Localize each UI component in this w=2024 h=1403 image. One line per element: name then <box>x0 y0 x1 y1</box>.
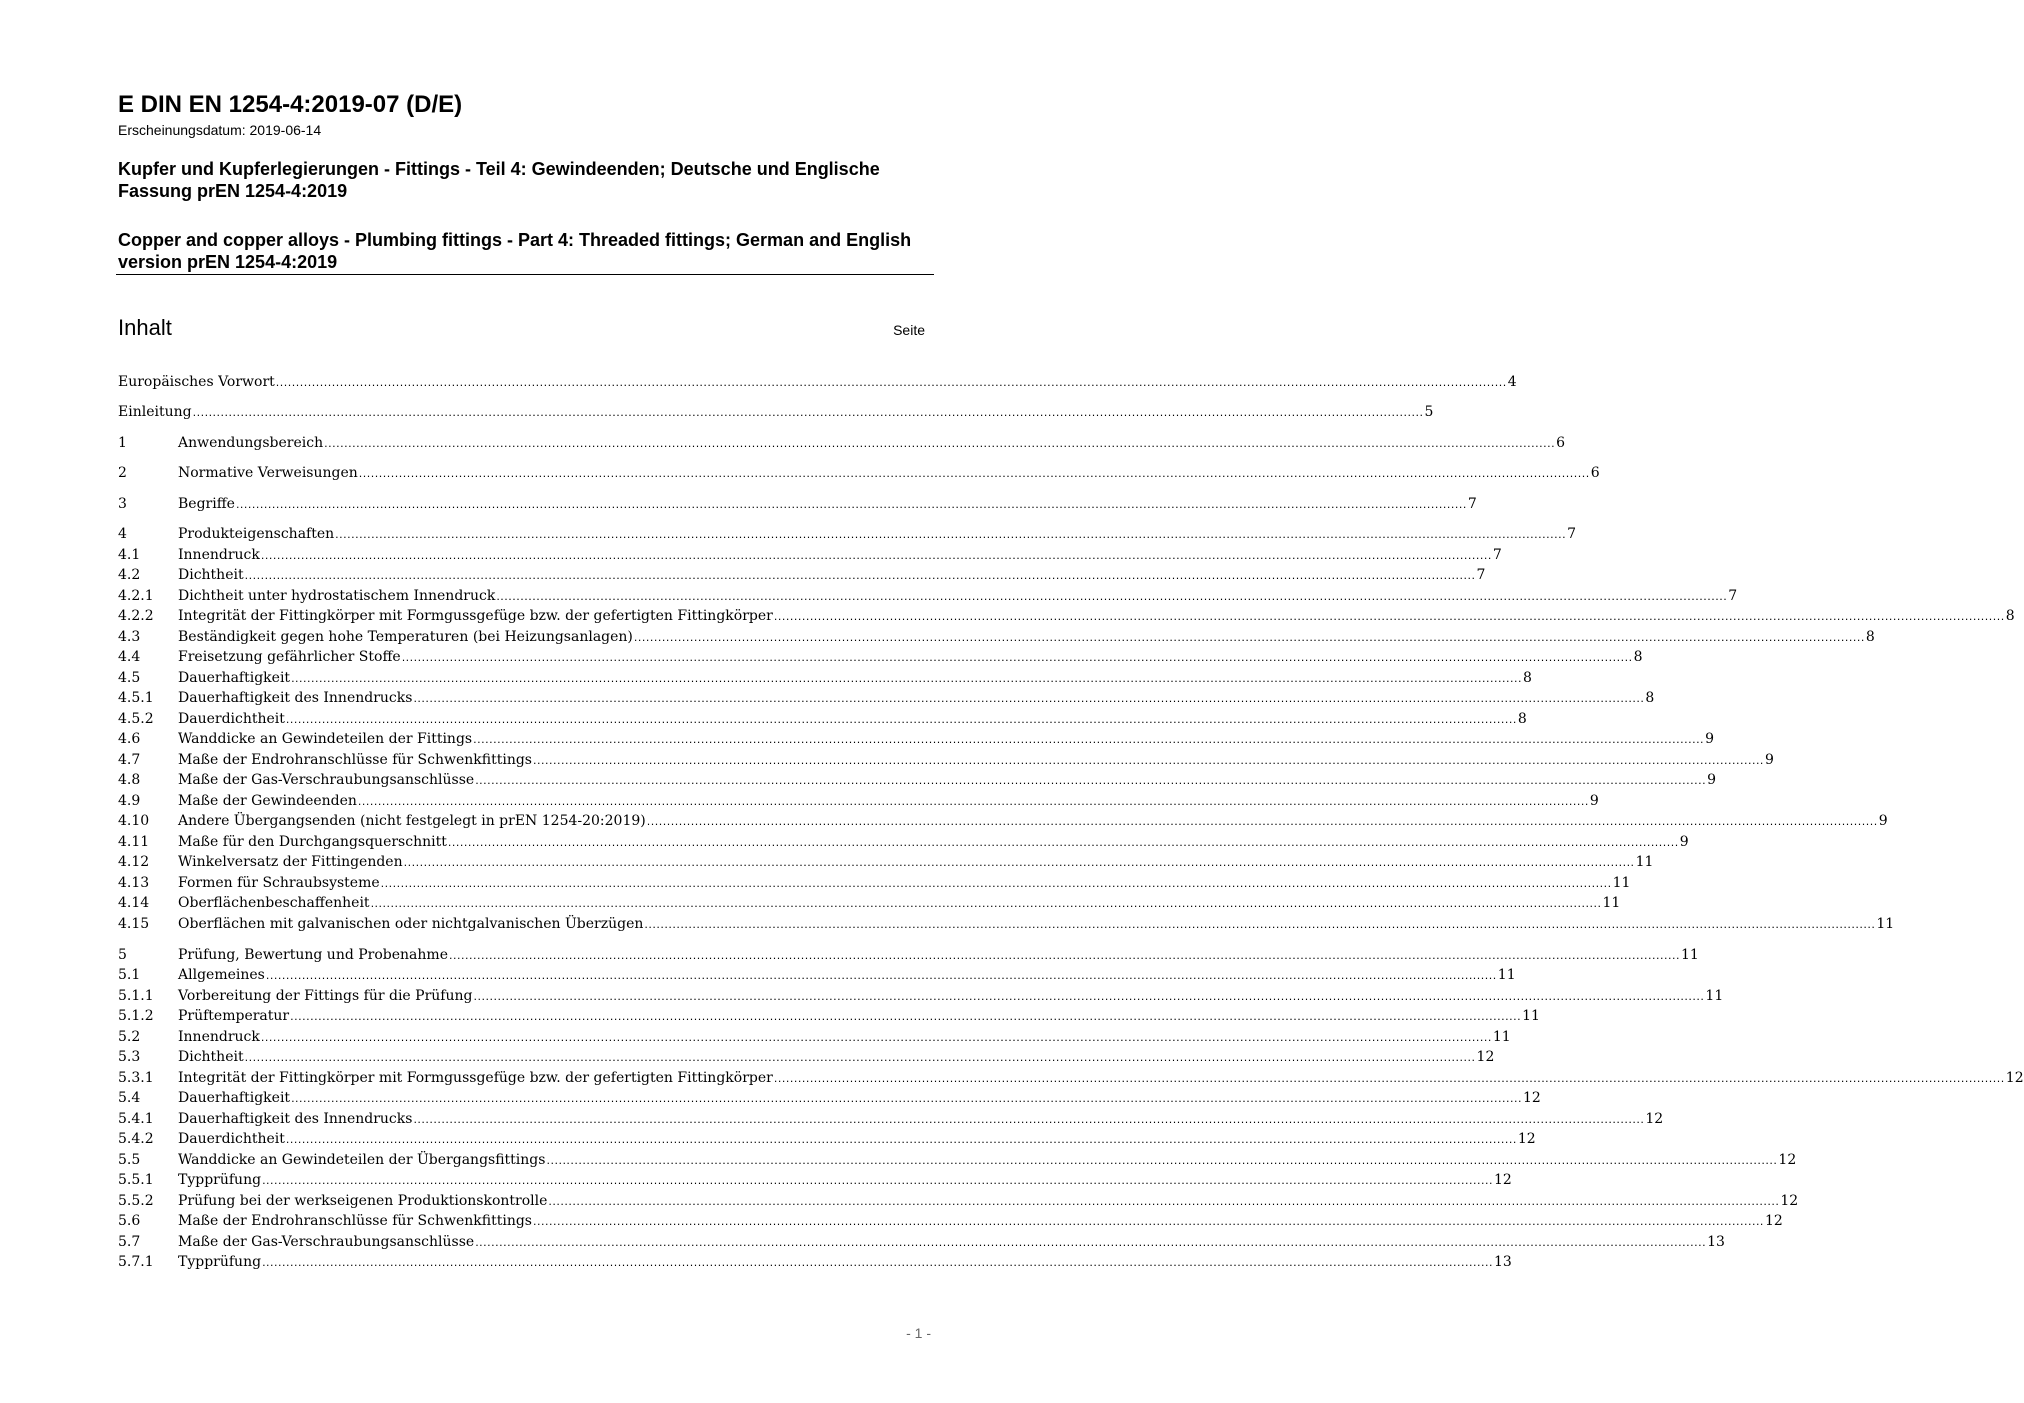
toc-dot-leader <box>533 751 1764 771</box>
toc-entry[interactable] <box>118 1068 2024 1088</box>
toc-entry-page: 7 <box>1467 496 1477 512</box>
toc-entry-number: 4.15 <box>118 916 150 932</box>
toc-entry[interactable] <box>118 524 1577 544</box>
toc-entry-number: 4.5.1 <box>118 690 154 706</box>
toc-entry-page: 8 <box>1523 670 1532 686</box>
toc-entry[interactable] <box>118 832 1689 852</box>
toc-entry-title: Dauerhaftigkeit <box>178 1090 291 1106</box>
toc-dot-leader <box>335 525 1566 545</box>
toc-entry[interactable] <box>118 1170 1512 1190</box>
toc-entry-number: 5.7 <box>118 1234 141 1250</box>
toc-entry[interactable] <box>118 606 2015 626</box>
toc-entry-page: 11 <box>1522 1008 1540 1024</box>
toc-entry-number: 5.2 <box>118 1029 141 1045</box>
toc-entry[interactable] <box>118 729 1714 749</box>
toc-entry-title: Dichtheit unter hydrostatischem Innendruck <box>178 588 496 604</box>
toc-entry-number: 4.5.2 <box>118 711 154 727</box>
toc-entry-number: 5.1 <box>118 967 141 983</box>
toc-dot-leader <box>548 1192 1779 1212</box>
toc-dot-leader <box>546 1151 1777 1171</box>
toc-entry[interactable] <box>118 1211 1783 1231</box>
toc-entry-page: 7 <box>1728 588 1738 604</box>
toc-entry-title: Integrität der Fittingkörper mit Formgussgefüge bzw. der gefertigten Fittingkörper <box>178 608 773 624</box>
toc-entry-number: 4.2.2 <box>118 608 154 624</box>
toc-entry-number: 3 <box>118 496 127 512</box>
toc-entry[interactable] <box>118 965 1516 985</box>
toc-entry[interactable] <box>118 811 1888 831</box>
toc-dot-leader <box>473 987 1704 1007</box>
toc-entry[interactable] <box>118 372 1517 392</box>
toc-entry-number: 4.9 <box>118 793 141 809</box>
toc-entry[interactable] <box>118 463 1600 483</box>
toc-entry-title: Andere Übergangsenden (nicht festgelegt in prEN 1254-20:2019) <box>178 813 646 829</box>
toc-entry-title: Dichtheit <box>178 567 244 583</box>
toc-dot-leader <box>448 833 1679 853</box>
toc-entry-number: 4.7 <box>118 752 141 768</box>
toc-dot-leader <box>371 894 1602 914</box>
toc-entry[interactable] <box>118 1129 1536 1149</box>
toc-entry-title: Maße für den Durchgangsquerschnitt <box>178 834 447 850</box>
toc-dot-leader <box>359 464 1590 484</box>
toc-entry[interactable] <box>118 1191 1799 1211</box>
toc-dot-leader <box>236 495 1467 515</box>
toc-entry-number: 5.5.2 <box>118 1193 154 1209</box>
toc-entry[interactable] <box>118 545 1502 565</box>
toc-entry-number: 5.7.1 <box>118 1254 154 1270</box>
toc-entry[interactable] <box>118 914 1895 934</box>
toc-dot-leader <box>475 771 1706 791</box>
toc-dot-leader <box>634 628 1865 648</box>
toc-dot-leader <box>533 1212 1764 1232</box>
toc-entry-title: Normative Verweisungen <box>178 465 358 481</box>
toc-entry-title: Dauerhaftigkeit des Innendrucks <box>178 1111 413 1127</box>
toc-dot-leader <box>774 1069 2005 1089</box>
toc-entry-title: Prüfung, Bewertung und Probenahme <box>178 947 448 963</box>
toc-entry-title: Europäisches Vorwort <box>118 374 275 390</box>
toc-entry[interactable] <box>118 1047 1495 1067</box>
toc-entry-title: Integrität der Fittingkörper mit Formgussgefüge bzw. der gefertigten Fittingkörper <box>178 1070 773 1086</box>
toc-entry-title: Formen für Schraubsysteme <box>178 875 380 891</box>
toc-entry[interactable] <box>118 791 1599 811</box>
toc-entry-number: 4.8 <box>118 772 141 788</box>
toc-entry-page: 13 <box>1494 1254 1512 1270</box>
toc-dot-leader <box>262 1253 1493 1273</box>
toc-entry-page: 7 <box>1567 526 1577 542</box>
toc-entry-title: Dauerdichtheit <box>178 1131 285 1147</box>
toc-entry-page: 9 <box>1589 793 1599 809</box>
toc-entry-title: Dauerhaftigkeit <box>178 670 291 686</box>
toc-entry-title: Beständigkeit gegen hohe Temperaturen (bei Heizungsanlagen) <box>178 629 633 645</box>
toc-entry-number: 4.4 <box>118 649 141 665</box>
toc-dot-leader <box>496 587 1727 607</box>
toc-entry-page: 8 <box>1865 629 1875 645</box>
toc-entry-title: Typprüfung <box>178 1254 262 1270</box>
toc-entry-title: Maße der Endrohranschlüsse für Schwenkfittings <box>178 1213 532 1229</box>
toc-entry-number: 4.3 <box>118 629 141 645</box>
toc-entry-page: 11 <box>1876 916 1895 932</box>
toc-entry-page: 8 <box>1633 649 1643 665</box>
toc-entry-title: Freisetzung gefährlicher Stoffe <box>178 649 401 665</box>
toc-entry-number: 4.11 <box>118 834 150 850</box>
document-id: E DIN EN 1254-4:2019-07 (D/E) <box>118 91 463 118</box>
toc-dot-leader <box>261 1028 1492 1048</box>
toc-entry-title: Prüfung bei der werkseigenen Produktionskontrolle <box>178 1193 548 1209</box>
toc-entry-number: 5.1.2 <box>118 1008 154 1024</box>
toc-entry-number: 5.1.1 <box>118 988 154 1004</box>
toc-entry-page: 11 <box>1492 1029 1511 1045</box>
toc-entry-number: 5 <box>118 947 127 963</box>
footer-page-number: - 1 - <box>906 1325 931 1341</box>
toc-entry-number: 5.4 <box>118 1090 141 1106</box>
toc-entry-title: Prüftemperatur <box>178 1008 290 1024</box>
toc-entry[interactable] <box>118 1150 1797 1170</box>
toc-dot-leader <box>291 669 1522 689</box>
toc-entry-title: Winkelversatz der Fittingenden <box>178 854 403 870</box>
toc-entry[interactable] <box>118 402 1434 422</box>
toc-entry[interactable] <box>118 1252 1512 1272</box>
toc-entry-title: Maße der Gewindeenden <box>178 793 357 809</box>
toc-entry-title: Wanddicke an Gewindeteilen der Übergangsfittings <box>178 1152 546 1168</box>
toc-dot-leader <box>473 730 1704 750</box>
toc-dot-leader <box>402 648 1633 668</box>
toc-entry-page: 12 <box>1494 1172 1512 1188</box>
toc-entry-page: 5 <box>1424 404 1434 420</box>
toc-entry-page: 4 <box>1507 374 1517 390</box>
toc-entry-title: Vorbereitung der Fittings für die Prüfung <box>178 988 473 1004</box>
toc-entry[interactable] <box>118 433 1565 453</box>
toc-entry-number: 4 <box>118 526 127 542</box>
toc-entry-title: Maße der Endrohranschlüsse für Schwenkfittings <box>178 752 532 768</box>
header-rule <box>116 274 934 275</box>
toc-entry-number: 4.2 <box>118 567 141 583</box>
toc-entry-title: Oberflächen mit galvanischen oder nichtgalvanischen Überzügen <box>178 916 644 932</box>
toc-entry-number: 5.5.1 <box>118 1172 154 1188</box>
toc-dot-leader <box>262 1171 1493 1191</box>
toc-entry-number: 2 <box>118 465 127 481</box>
toc-dot-leader <box>647 812 1878 832</box>
toc-entry-title: Produkteigenschaften <box>178 526 335 542</box>
toc-dot-leader <box>245 566 1476 586</box>
toc-entry-page: 9 <box>1705 731 1714 747</box>
toc-dot-leader <box>245 1048 1476 1068</box>
toc-page-label: Seite <box>893 322 925 338</box>
toc-dot-leader <box>291 1089 1522 1109</box>
toc-entry-page: 8 <box>2005 608 2015 624</box>
toc-dot-leader <box>381 874 1612 894</box>
toc-entry-number: 4.2.1 <box>118 588 154 604</box>
toc-entry-page: 8 <box>1645 690 1655 706</box>
toc-entry-page: 9 <box>1679 834 1689 850</box>
toc-entry[interactable] <box>118 1006 1540 1026</box>
toc-entry-page: 12 <box>1780 1193 1799 1209</box>
toc-dot-leader <box>413 1110 1644 1130</box>
toc-entry[interactable] <box>118 565 1486 585</box>
toc-entry[interactable] <box>118 945 1699 965</box>
toc-entry-number: 5.5 <box>118 1152 141 1168</box>
toc-entry-page: 12 <box>1476 1049 1495 1065</box>
toc-dot-leader <box>286 710 1517 730</box>
toc-entry[interactable] <box>118 1232 1725 1252</box>
toc-entry-page: 12 <box>1517 1131 1536 1147</box>
toc-dot-leader <box>261 546 1492 566</box>
toc-entry[interactable] <box>118 1027 1511 1047</box>
toc-entry-number: 5.3 <box>118 1049 141 1065</box>
toc-entry-number: 5.4.1 <box>118 1111 154 1127</box>
toc-entry-title: Maße der Gas-Verschraubungsanschlüsse <box>178 772 475 788</box>
toc-entry-number: 5.6 <box>118 1213 141 1229</box>
toc-dot-leader <box>404 853 1635 873</box>
toc-entry-title: Allgemeines <box>178 967 265 983</box>
toc-entry-title: Einleitung <box>118 404 192 420</box>
toc-entry-page: 13 <box>1707 1234 1725 1250</box>
toc-entry[interactable] <box>118 893 1621 913</box>
toc-entry-number: 4.10 <box>118 813 150 829</box>
toc-entry-page: 9 <box>1764 752 1774 768</box>
toc-dot-leader <box>290 1007 1521 1027</box>
toc-entry-page: 11 <box>1497 967 1516 983</box>
toc-entry-title: Innendruck <box>178 1029 260 1045</box>
title-english: Copper and copper alloys - Plumbing fittings - Part 4: Threaded fittings; German and English version prEN 1254-4:2019 <box>118 230 912 272</box>
toc-entry-page: 11 <box>1612 875 1631 891</box>
toc-entry[interactable] <box>118 668 1532 688</box>
toc-entry-page: 9 <box>1878 813 1888 829</box>
toc-dot-leader <box>276 373 1507 393</box>
toc-entry-title: Anwendungsbereich <box>178 435 324 451</box>
toc-entry[interactable] <box>118 873 1631 893</box>
toc-entry-page: 8 <box>1517 711 1527 727</box>
toc-entry-page: 11 <box>1680 947 1699 963</box>
toc-entry-page: 11 <box>1635 854 1654 870</box>
toc-entry-number: 1 <box>118 435 127 451</box>
toc-entry[interactable] <box>118 688 1655 708</box>
toc-entry-title: Maße der Gas-Verschraubungsanschlüsse <box>178 1234 475 1250</box>
toc-entry[interactable] <box>118 647 1643 667</box>
toc-entry-title: Dichtheit <box>178 1049 244 1065</box>
toc-entry[interactable] <box>118 627 1875 647</box>
toc-entry-number: 5.3.1 <box>118 1070 154 1086</box>
toc-entry[interactable] <box>118 852 1654 872</box>
toc-entry-page: 12 <box>1764 1213 1783 1229</box>
toc-entry[interactable] <box>118 1088 1541 1108</box>
toc-entry[interactable] <box>118 986 1724 1006</box>
toc-entry[interactable] <box>118 494 1477 514</box>
toc-entry-number: 5.4.2 <box>118 1131 154 1147</box>
toc-entry-title: Oberflächenbeschaffenheit <box>178 895 370 911</box>
toc-dot-leader <box>324 434 1555 454</box>
toc-entry[interactable] <box>118 770 1717 790</box>
toc-entry[interactable] <box>118 750 1774 770</box>
toc-entry-number: 4.6 <box>118 731 141 747</box>
toc-entry[interactable] <box>118 709 1527 729</box>
toc-entry-page: 12 <box>1645 1111 1664 1127</box>
toc-dot-leader <box>644 915 1875 935</box>
toc-entry-page: 9 <box>1707 772 1717 788</box>
toc-entry-number: 4.12 <box>118 854 150 870</box>
toc-entry-title: Dauerhaftigkeit des Innendrucks <box>178 690 413 706</box>
toc-entry-title: Begriffe <box>178 496 235 512</box>
toc-entry-page: 7 <box>1476 567 1486 583</box>
toc-dot-leader <box>286 1130 1517 1150</box>
toc-entry-page: 12 <box>1523 1090 1541 1106</box>
toc-heading: Inhalt <box>118 315 172 340</box>
toc-entry-page: 11 <box>1602 895 1621 911</box>
toc-entry-page: 12 <box>2005 1070 2024 1086</box>
publication-date: Erscheinungsdatum: 2019-06-14 <box>118 122 322 138</box>
toc-entry[interactable] <box>118 1109 1664 1129</box>
toc-entry-number: 4.13 <box>118 875 150 891</box>
toc-entry-page: 6 <box>1556 435 1565 451</box>
toc-dot-leader <box>358 792 1589 812</box>
toc-entry-title: Innendruck <box>178 547 260 563</box>
toc-entry[interactable] <box>118 586 1738 606</box>
toc-entry-title: Typprüfung <box>178 1172 262 1188</box>
toc-entry-number: 4.5 <box>118 670 141 686</box>
toc-dot-leader <box>193 403 1424 423</box>
toc-entry-number: 4.1 <box>118 547 141 563</box>
toc-entry-title: Dauerdichtheit <box>178 711 285 727</box>
toc-dot-leader <box>449 946 1680 966</box>
toc-entry-page: 11 <box>1705 988 1724 1004</box>
toc-entry-page: 12 <box>1778 1152 1797 1168</box>
toc-dot-leader <box>475 1233 1706 1253</box>
toc-dot-leader <box>266 966 1497 986</box>
toc-entry-title: Wanddicke an Gewindeteilen der Fittings <box>178 731 473 747</box>
toc-entry-number: 4.14 <box>118 895 150 911</box>
toc-dot-leader <box>413 689 1644 709</box>
toc-dot-leader <box>774 607 2005 627</box>
toc-entry-page: 7 <box>1492 547 1502 563</box>
title-german: Kupfer und Kupferlegierungen - Fittings - Teil 4: Gewindeenden; Deutsche und Englische Fassung prEN 1254-4:2019 <box>118 159 880 201</box>
toc-entry-page: 6 <box>1590 465 1600 481</box>
